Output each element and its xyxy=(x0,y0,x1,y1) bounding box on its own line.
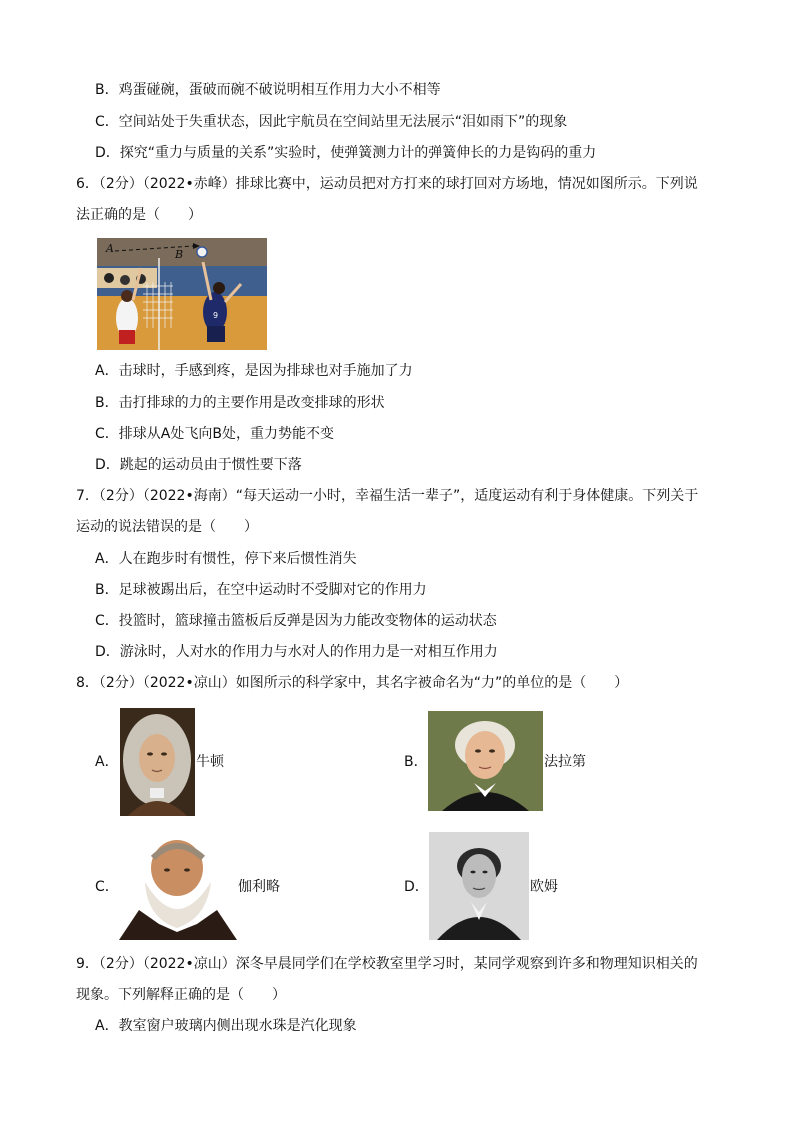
q7-option-a: A．人在跑步时有惯性，停下来后惯性消失 xyxy=(95,551,357,567)
volleyball-photo-svg xyxy=(97,238,267,350)
q7-option-b: B．足球被踢出后，在空中运动时不受脚对它的作用力 xyxy=(95,582,427,598)
q8-option-b-name: 法拉第 xyxy=(544,754,586,770)
q6-option-a: A．击球时，手感到疼，是因为排球也对手施加了力 xyxy=(95,363,413,379)
q8-option-d-name: 欧姆 xyxy=(530,879,558,895)
q5-option-d: D．探究“重力与质量的关系”实验时，使弹簧测力计的弹簧伸长的力是钩码的重力 xyxy=(95,145,597,161)
q8-option-a-name: 牛顿 xyxy=(196,754,224,770)
q8-option-d-letter: D． xyxy=(404,879,429,895)
q6-option-d: D．跳起的运动员由于惯性要下落 xyxy=(95,457,302,473)
q8-option-b-letter: B． xyxy=(404,754,428,770)
q5-option-b: B．鸡蛋碰碗，蛋破而碗不破说明相互作用力大小不相等 xyxy=(95,82,441,98)
q5-option-c: C．空间站处于失重状态，因此宇航员在空间站里无法展示“泪如雨下”的现象 xyxy=(95,114,568,130)
volleyball-photo xyxy=(97,238,267,350)
newton-portrait xyxy=(120,708,195,816)
ohm-portrait xyxy=(429,832,529,940)
q6-stem-line2: 法正确的是（ ） xyxy=(76,207,202,223)
q9-stem-line1: 9．（2分）（2022•凉山）深冬早晨同学们在学校教室里学习时，某同学观察到许多和物理知识相关的 xyxy=(76,956,698,972)
q8-option-c-letter: C． xyxy=(95,879,119,895)
q7-stem-line1: 7．（2分）（2022•海南）“每天运动一小时，幸福生活一辈子”，适度运动有利于身体健康。下列关于 xyxy=(76,488,699,504)
q8-stem: 8．（2分）（2022•凉山）如图所示的科学家中，其名字被命名为“力”的单位的是（ ） xyxy=(76,675,629,691)
galileo-portrait xyxy=(119,832,237,940)
q6-option-b: B．击打排球的力的主要作用是改变排球的形状 xyxy=(95,395,385,411)
q8-option-c-name: 伽利略 xyxy=(238,879,280,895)
q6-stem-line1: 6．（2分）（2022•赤峰）排球比赛中，运动员把对方打来的球打回对方场地，情况如图所示。下列说 xyxy=(76,176,698,192)
q6-option-c: C．排球从A处飞向B处，重力势能不变 xyxy=(95,426,334,442)
fig-label-b: B xyxy=(175,248,184,261)
svg-text:9: 9 xyxy=(213,311,219,320)
q7-stem-line2: 运动的说法错误的是（ ） xyxy=(76,519,258,535)
fig-label-a: A xyxy=(106,242,114,255)
q9-stem-line2: 现象。下列解释正确的是（ ） xyxy=(76,987,286,1003)
q9-option-a: A．教室窗户玻璃内侧出现水珠是汽化现象 xyxy=(95,1018,357,1034)
q8-option-a-letter: A． xyxy=(95,754,119,770)
q7-option-d: D．游泳时，人对水的作用力与水对人的作用力是一对相互作用力 xyxy=(95,644,498,660)
q7-option-c: C．投篮时，篮球撞击篮板后反弹是因为力能改变物体的运动状态 xyxy=(95,613,497,629)
faraday-portrait xyxy=(428,711,543,811)
